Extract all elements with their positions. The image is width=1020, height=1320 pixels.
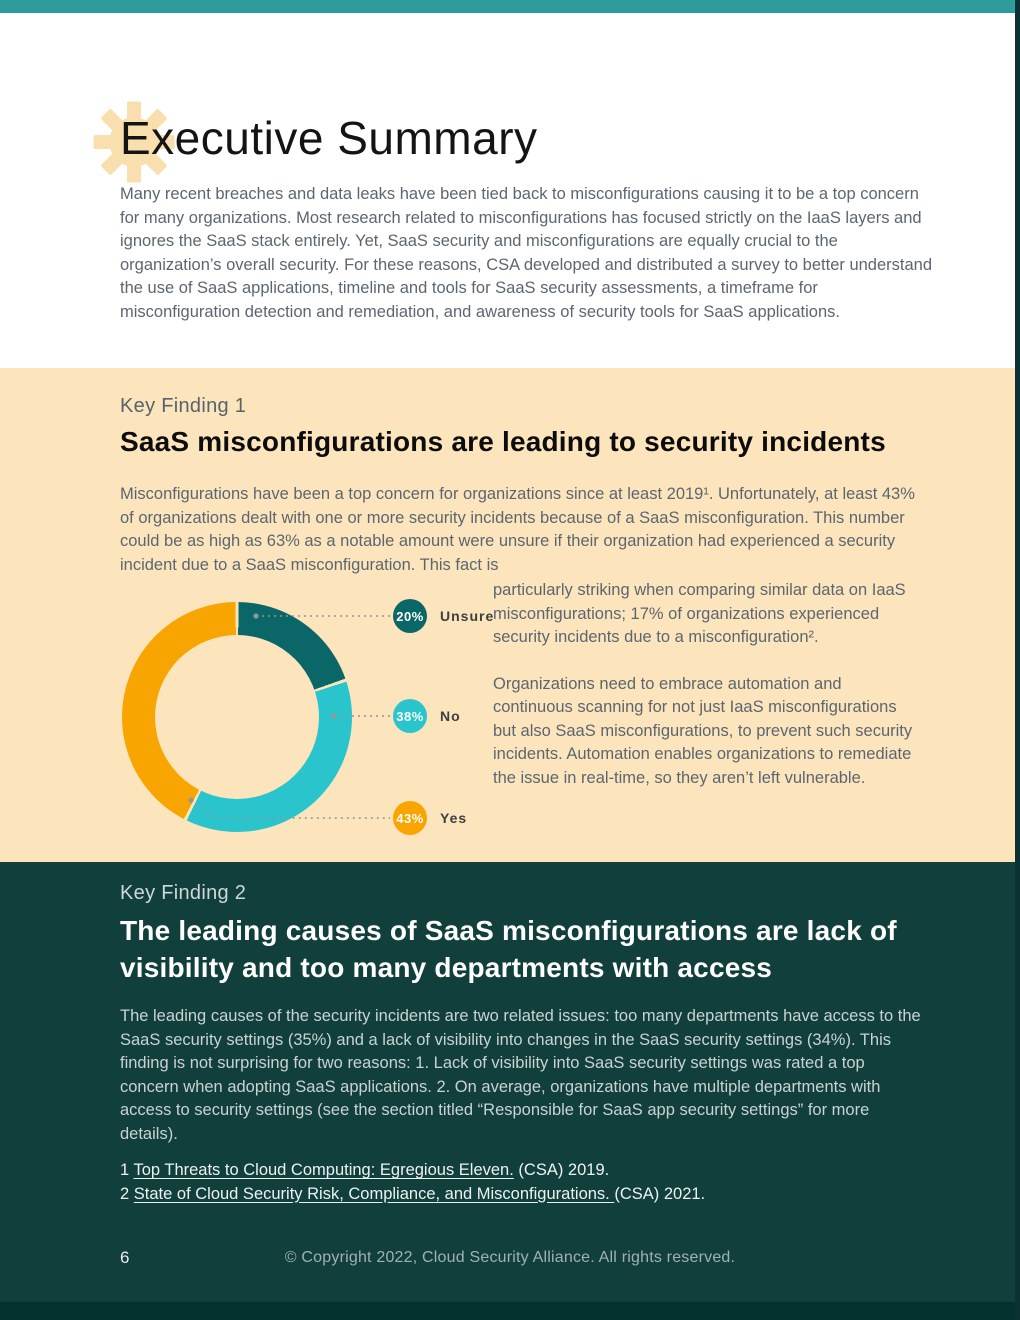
legend-badge <box>393 801 427 835</box>
donut-hole <box>155 635 319 799</box>
executive-summary-section <box>0 13 1020 368</box>
side-paragraph-1: particularly striking when comparing similar data on IaaS misconfigurations; 17% of organizations experienced security incidents due to a misconfiguration². <box>493 581 906 646</box>
footnote-suffix: (CSA) 2021. <box>614 1184 706 1203</box>
legend-unit: % <box>411 608 424 624</box>
page-number: 6 <box>120 1248 130 1267</box>
copyright-text: © Copyright 2022, Cloud Security Alliance. All rights reserved. <box>284 1249 736 1266</box>
key-finding-1-label: Key Finding 1 <box>120 395 247 417</box>
side-text-column <box>493 579 913 790</box>
footnotes <box>120 1159 925 1206</box>
legend-value: 20 <box>396 608 412 624</box>
side-paragraph-2: Organizations need to embrace automation and continuous scanning for not just IaaS misconfigurations but also SaaS misconfigurations, to prevent such security incidents. Automation enables organizations to remediate the issue in real-time, so they aren’t left vulnerable. <box>493 674 913 787</box>
top-accent-bar <box>0 0 1020 13</box>
key-finding-2-section <box>0 862 1020 1320</box>
intro-paragraph: Many recent breaches and data leaks have been tied back to misconfigurations causing it to be a top concern for many organizations. Most research related to misconfigurations has focused strictly on the IaaS layers and ignores the SaaS stack entirely. Yet, SaaS security and misconfigurations are equally crucial to the organization’s overall security. For these reasons, CSA developed and distributed a survey to better understand the use of SaaS applications, timeline and tools for SaaS security assessments, a timeframe for misconfiguration detection and remediation, and awareness of security tools for SaaS applications. <box>120 185 933 321</box>
footnote-suffix: (CSA) 2019. <box>513 1161 610 1179</box>
key-finding-1-section <box>0 368 1020 862</box>
donut-chart <box>122 602 352 832</box>
key-finding-2-paragraph: The leading causes of the security incidents are two related issues: too many departments have access to the SaaS security settings (35%) and a lack of visibility into changes in the SaaS security settings (34%). This finding is not surprising for two reasons: 1. Lack of visibility into SaaS security settings was rated a top concern when adopting SaaS applications. 2. On average, organizations have multiple departments with access to security settings (see the section titled “Responsible for SaaS app security settings” for more details). <box>120 1007 921 1143</box>
bottom-accent-bar <box>0 1302 1020 1320</box>
key-finding-1-heading: SaaS misconfigurations are leading to security incidents <box>120 426 886 457</box>
page-title: Executive Summary <box>120 112 538 164</box>
key-finding-1-paragraph: Misconfigurations have been a top concern for organizations since at least 2019¹. Unfortunately, at least 43% of organizations dealt with one or more security incidents because of a SaaS misconfiguration. This number could be as high as 63% as a notable amount were unsure if their organization had experienced a security incident due to a SaaS misconfiguration. This fact is <box>120 485 915 574</box>
footnote-1 <box>120 1159 925 1183</box>
legend-badge <box>393 599 427 633</box>
legend-unit: % <box>411 708 424 724</box>
legend-value: 43 <box>396 810 412 826</box>
page-right-edge <box>1015 0 1020 1320</box>
legend-label: No <box>440 708 461 724</box>
legend-value: 38 <box>396 708 412 724</box>
key-finding-2-label: Key Finding 2 <box>120 882 247 904</box>
footnote-2 <box>120 1183 925 1207</box>
footnote-1-link[interactable]: Top Threats to Cloud Computing: Egregious Eleven. <box>133 1161 514 1179</box>
footnote-2-link[interactable]: State of Cloud Security Risk, Compliance, and Misconfigurations. <box>133 1184 615 1203</box>
legend-badge <box>393 699 427 733</box>
legend-label: Unsure <box>440 608 495 624</box>
footnote-number: 2 <box>120 1184 130 1203</box>
key-finding-2-heading: The leading causes of SaaS misconfigurations are lack of visibility and too many departments with access <box>120 915 897 983</box>
legend-label: Yes <box>440 810 468 826</box>
legend-unit: % <box>411 810 424 826</box>
footnote-number: 1 <box>120 1161 130 1179</box>
